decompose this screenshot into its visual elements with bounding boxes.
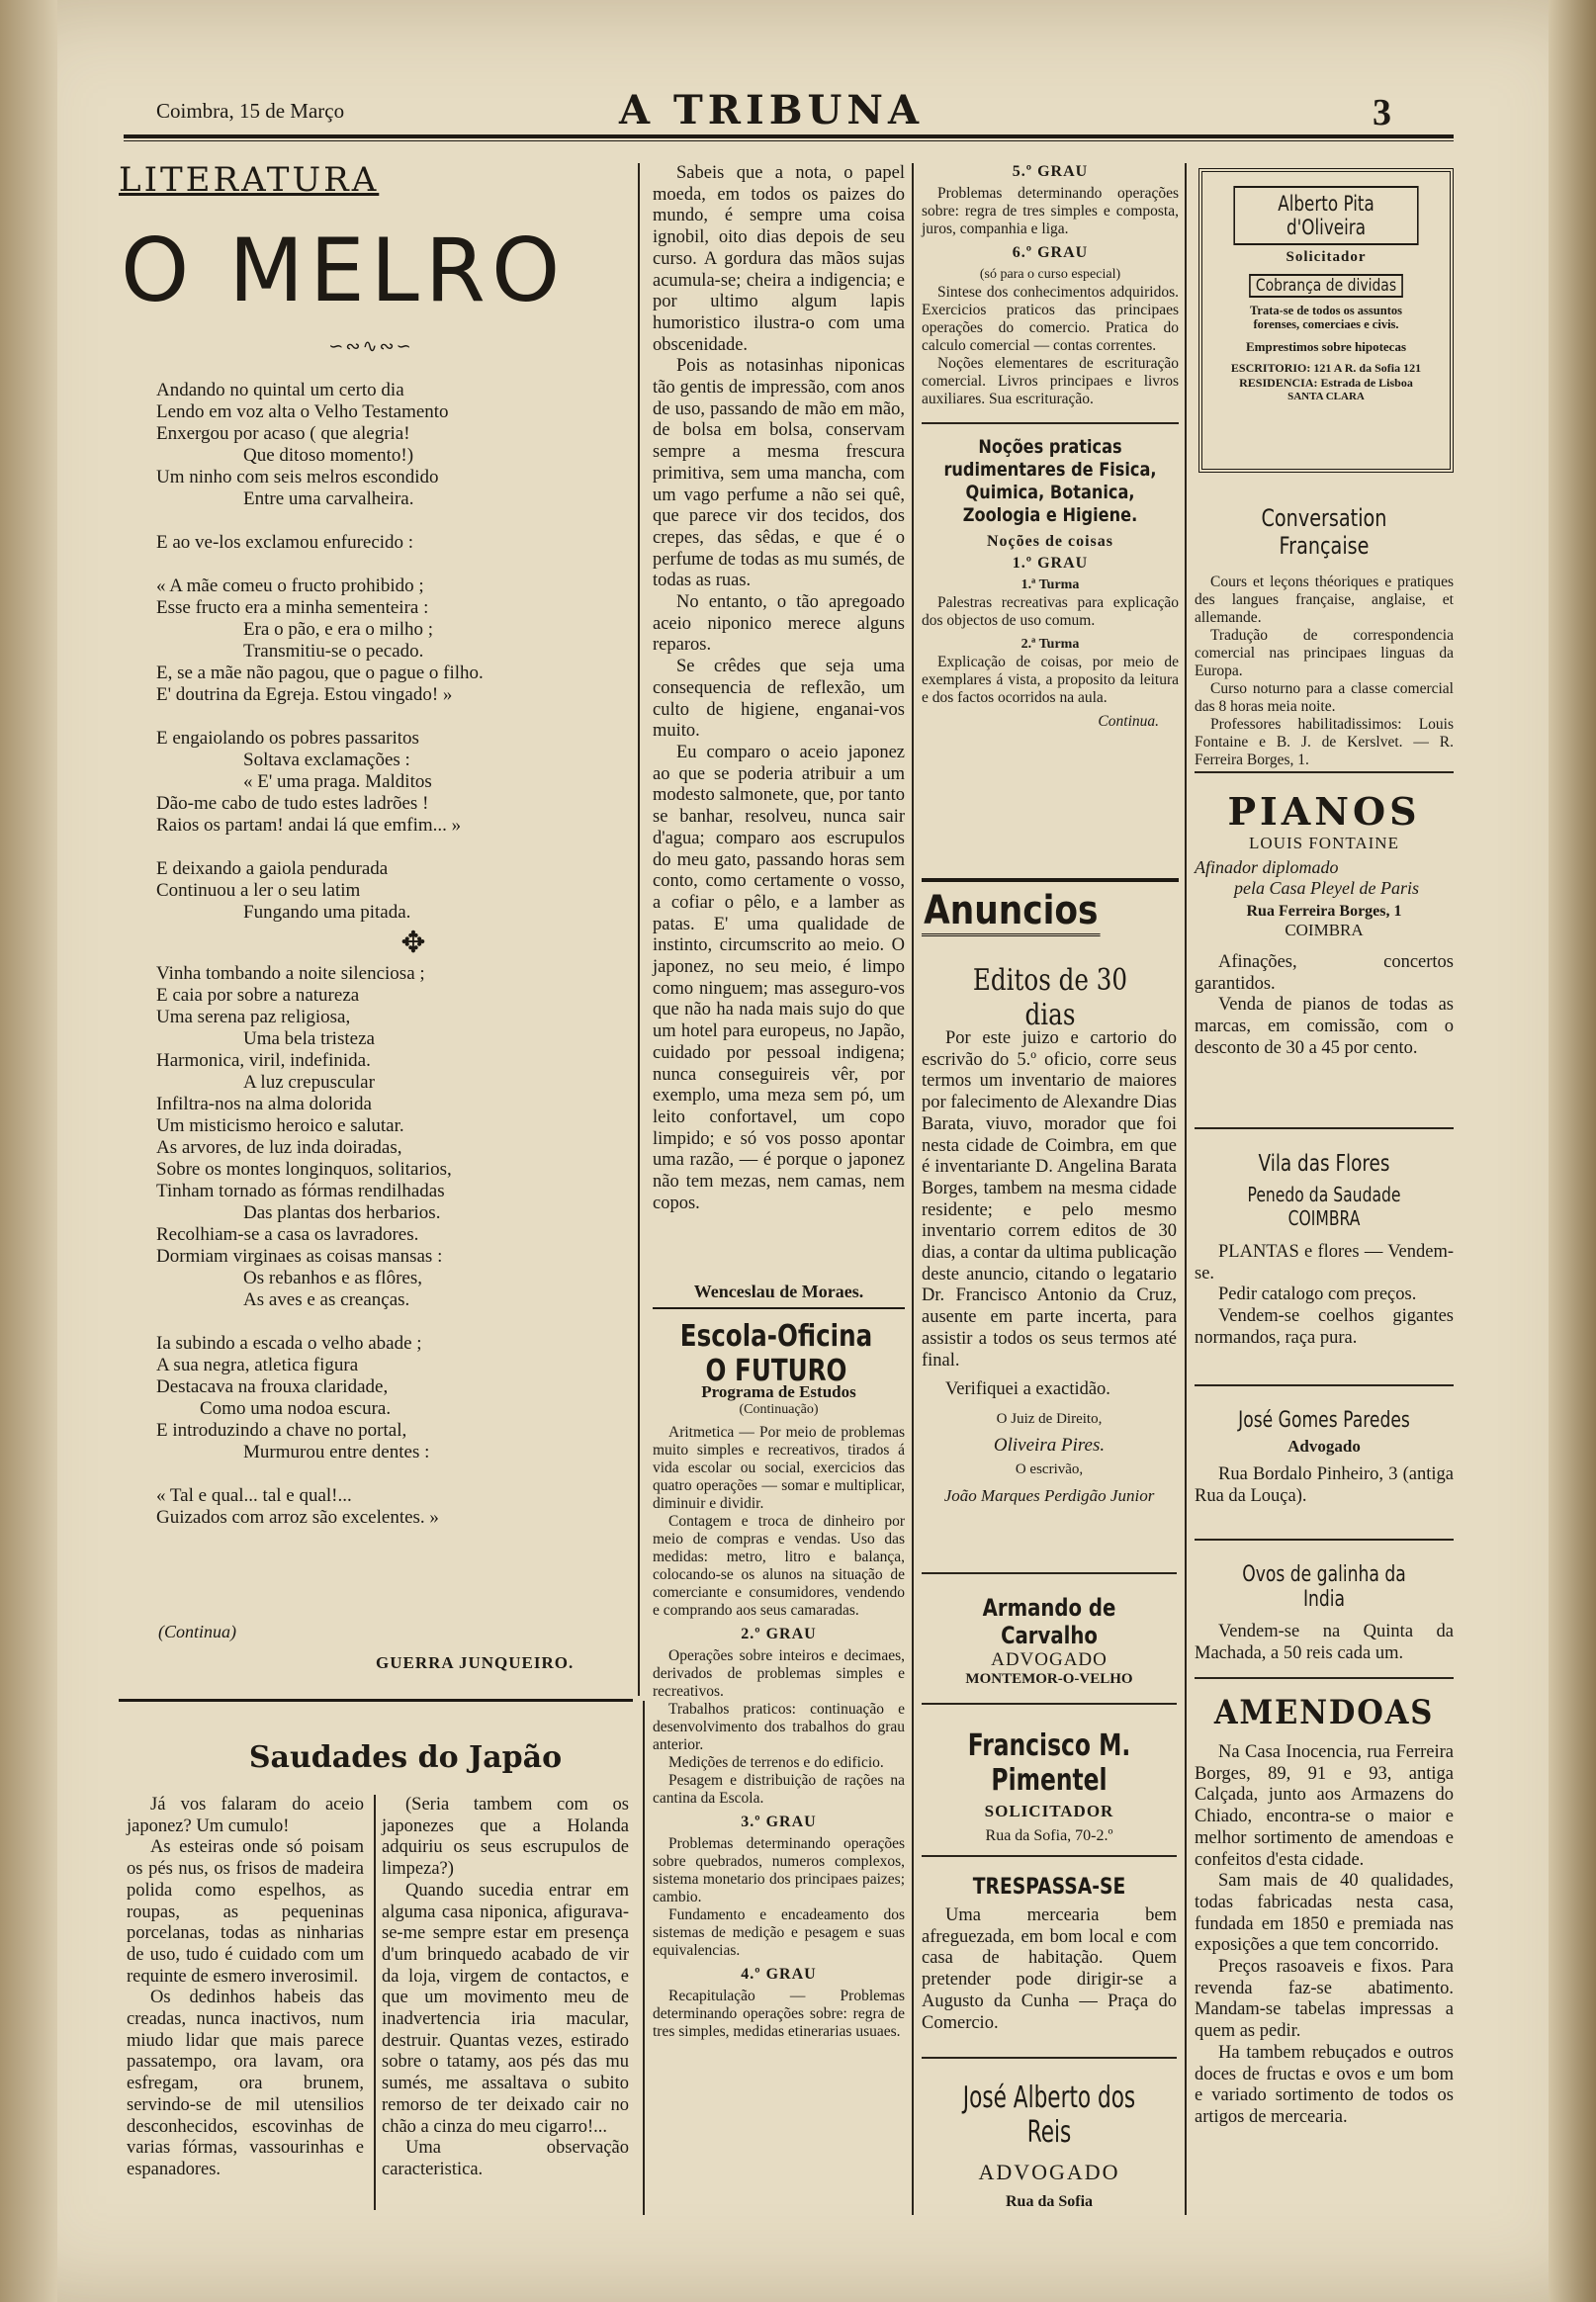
grau-heading: 2.º GRAU: [741, 1626, 817, 1642]
poem-line: Um misticismo heroico e salutar.: [156, 1115, 404, 1136]
ad-role: ADVOGADO: [978, 2160, 1120, 2184]
paragraph: Cours et leçons théoriques e pratiques des langues française, anglaise, et allemande.: [1195, 574, 1454, 626]
anuncios-heading: Anuncios: [922, 888, 1101, 936]
paragraph: Aritmetica — Por meio de problemas muito simples e recreativos, tirados á vida escolar ou social, exercicios das quatro operações — somar e multiplicar, diminuir e dividir.: [653, 1424, 905, 1512]
cross-ornament-icon: ✥: [400, 927, 426, 959]
paragraph: Medições de terrenos e do edificio.: [668, 1754, 884, 1771]
juiz-name: Oliveira Pires.: [993, 1434, 1106, 1456]
juiz-label: O Juiz de Direito,: [996, 1410, 1103, 1427]
poem-line: Dão-me cabo de tudo estes ladrões !: [156, 793, 429, 814]
ornament-divider: ∽∾∿∾∽: [328, 336, 413, 356]
nocoes-title: Noções praticas rudimentares de Fisica, Quimica, Botanica, Zoologia e Higiene.: [943, 436, 1157, 526]
poem-line: Continuou a ler o seu latim: [156, 880, 361, 901]
poem-line: « A mãe comeu o fructo prohibido ;: [156, 576, 424, 596]
poem-line: Fungando uma pitada.: [243, 902, 411, 923]
grau-heading: 6.º GRAU: [1012, 244, 1089, 261]
ad-text: [922, 1905, 1177, 2034]
paragraph: No entanto, o tão apregoado aceio niponico merece alguns reparos.: [653, 592, 905, 656]
paragraph: Palestras recreativas para explicação dos objectos de uso comum.: [922, 594, 1179, 629]
paragraph: Sintese dos conhecimentos adquiridos. Exercicios praticos das principaes operações do comercio. Pratica do calculo comercial — contas correntes.: [922, 284, 1179, 354]
ad-address: Rua da Sofia, 70-2.º: [985, 1827, 1113, 1844]
paragraph: (Seria tambem com os japonezes que a Holanda adquiriu os seus escrupulos de limpeza?): [382, 1795, 629, 1880]
escola-program: [653, 1382, 905, 2041]
paragraph: Quando sucedia entrar em alguma casa niponica, afigurava-se-me sempre estar em presença d'um brinquedo acabado de vir da loja, virgem de contactos, e que um movimento meu de inadvertencia iria macular, destruir. Quantas vezes, estirado sobre o tatamy, aos pés das mu sumés, me assaltava o subito remorso de ter deixado cair no chão a cinza do meu cigarro!...: [382, 1880, 629, 2137]
continua-note: (Continua): [158, 1622, 236, 1641]
rule: [1195, 771, 1454, 773]
paragraph: Trabalhos praticos: continuação e desenvolvimento dos trabalhos do grau anterior.: [653, 1701, 905, 1753]
ad-role: Solicitador: [1286, 249, 1367, 265]
paragraph: Venda de pianos de todas as marcas, em comissão, com o desconto de 30 a 45 por cento.: [1195, 995, 1454, 1058]
ad-text: [1195, 1242, 1454, 1350]
poem-line: Os rebanhos e as flôres,: [243, 1268, 422, 1288]
poem-line: Lendo em voz alta o Velho Testamento: [156, 401, 449, 422]
ad-role: Advogado: [1287, 1437, 1361, 1456]
paragraph: Curso noturno para a classe comercial das 8 horas meia noite.: [1195, 680, 1454, 715]
ad-pianos: [1195, 789, 1454, 1060]
ad-place: SANTA CLARA: [1287, 391, 1365, 402]
ad-text: [1195, 1464, 1454, 1507]
ad-subtitle: Cobrança de dividas: [1249, 274, 1403, 298]
ad-text: Afinador diplomado: [1195, 857, 1339, 877]
paragraph: Ha tambem rebuçados e outros doces de fructas e ovos e um bom e variado sortimento de todos os artigos de mercearia.: [1195, 2042, 1454, 2127]
ad-city: COIMBRA: [1285, 921, 1364, 939]
ad-place: MONTEMOR-O-VELHO: [965, 1671, 1133, 1687]
ad-name: José Alberto dos Reis: [962, 2081, 1136, 2150]
ad-name: LOUIS FONTAINE: [1249, 834, 1399, 852]
article-signature: Wenceslau de Moraes.: [693, 1282, 864, 1301]
poem-line: Enxergou por acaso ( que alegria!: [156, 423, 410, 444]
ad-reis: [922, 2081, 1177, 2211]
poem-line: Um ninho com seis melros escondido: [156, 467, 439, 487]
column-rule-1b: [643, 1701, 645, 2215]
ad-text: [1195, 1622, 1454, 1664]
ad-vila-flores: [1195, 1151, 1454, 1350]
rule: [1195, 1677, 1454, 1679]
poem-line: E ao ve-los exclamou enfurecido :: [156, 532, 414, 553]
ad-role: ADVOGADO: [991, 1649, 1108, 1670]
paragraph: Os dedinhos habeis das creadas, nunca inactivos, num miudo lidar que mais parece passatempo, ora lavam, ora esfregam, ora brunem, servindo-se de mil utensilios desconhecidos, escovinhas de varias fórmas, vassourinhas e espanadores.: [127, 1988, 364, 2179]
paragraph: Problemas determinando operações sobre: regra de tres simples e composta, juros, companhia e liga.: [922, 185, 1179, 237]
ad-armando: [922, 1594, 1177, 1688]
paragraph: Vendem-se coelhos gigantes normandos, raça pura.: [1195, 1306, 1454, 1348]
program-text: [653, 1424, 905, 2041]
ad-title: Conversation Française: [1261, 504, 1387, 560]
ad-title: AMENDOAS: [1213, 1693, 1435, 1732]
poem-line: Andando no quintal um certo dia: [156, 380, 404, 400]
poem-title: O MELRO: [121, 220, 567, 321]
saudades-column-a: [127, 1795, 364, 2181]
poem-line: Destacava na frouxa claridade,: [156, 1376, 389, 1397]
poem-line: Ia subindo a escada o velho abade ;: [156, 1333, 422, 1354]
stanza-4: [156, 858, 611, 924]
poem-line: Entre uma carvalheira.: [243, 488, 414, 509]
paragraph: Sabeis que a nota, o papel moeda, em todos os paizes do mundo, é sempre uma coisa ignobil, oito dias depois de seu curso. A gordura das mãos sujas acumula-se; cheira a indigencia; e por ultimo algum lapis humoristico ilustra-o com uma obscenidade.: [653, 163, 905, 355]
grau-note: (só para o curso especial): [979, 267, 1121, 282]
paragraph: Pesagem e distribuição de rações na cantina da Escola.: [653, 1772, 905, 1807]
paragraph: Recapitulação — Problemas determinando operações sobre: regra de tres simples, medidas etinerarias usuaes.: [653, 1988, 905, 2040]
poem-line: Que ditoso momento!): [243, 445, 414, 466]
poem-line: Harmonica, viril, indefinida.: [156, 1050, 371, 1071]
continua-note: Continua.: [1098, 713, 1159, 730]
poem-line: Transmitiu-se o pecado.: [243, 641, 424, 662]
ad-name: Alberto Pita d'Oliveira: [1233, 186, 1418, 245]
saudades-column-c: [653, 163, 905, 1214]
poem-line: « Tal e qual... tal e qual!...: [156, 1485, 352, 1506]
poem-line: A luz crepuscular: [243, 1072, 375, 1093]
column-rule-3: [1185, 163, 1187, 2215]
poem-line: « E' uma praga. Malditos: [243, 771, 432, 792]
author-signature: GUERRA JUNQUEIRO.: [376, 1653, 575, 1672]
paragraph: Sam mais de 40 qualidades, todas fabricadas nesta casa, fundada em 1850 e premiada nas exposições a que tem concorrido.: [1195, 1871, 1454, 1956]
section-heading-literatura: LITERATURA: [119, 160, 380, 200]
paragraph: Uma observação caracteristica.: [382, 2138, 629, 2179]
paragraph: Explicação de coisas, por meio de exemplares á vista, a proposito da leitura e dos factos ocorridos na aula.: [922, 654, 1179, 706]
column-rule-2: [912, 163, 914, 2215]
rule: [1195, 1127, 1454, 1129]
poem-line: E, se a mãe não pagou, que o pague o filho.: [156, 663, 484, 683]
paragraph: Preços rasoaveis e fixos. Para revenda faz-se abatimento. Mandam-se tabelas impressas a quem as pedir.: [1195, 1957, 1454, 2042]
poem-line: Raios os partam! andai lá que emfim... »: [156, 815, 462, 836]
article-title-saudades: Saudades do Japão: [248, 1740, 563, 1775]
section-rule: [653, 1307, 905, 1309]
ad-conversation: [1195, 504, 1454, 769]
poem-line: Vinha tombando a noite silenciosa ;: [156, 963, 425, 984]
poem-line: As arvores, de luz inda doiradas,: [156, 1137, 402, 1158]
poem-line: Infiltra-nos na alma dolorida: [156, 1094, 372, 1114]
poem-line: Soltava exclamações :: [243, 750, 410, 770]
saudades-column-b: [382, 1795, 629, 2181]
stanza-5: [156, 963, 611, 1311]
poem-line: E introduzindo a chave no portal,: [156, 1420, 407, 1441]
rule: [922, 2057, 1177, 2059]
paragraph: Professores habilitadissimos: Louis Fontaine e B. J. de Kerslvet. — R. Ferreira Borges, 1.: [1195, 716, 1454, 768]
stanza-6: [156, 1333, 611, 1463]
header-date: Coimbra, 15 de Março: [156, 99, 345, 123]
ad-pita-box: [1198, 168, 1454, 473]
poem-line: E deixando a gaiola pendurada: [156, 858, 389, 879]
paragraph: Se crêdes que seja uma consequencia de reflexão, um culto de higiene, enganai-vos muito.: [653, 657, 905, 742]
ad-ovos: [1195, 1562, 1454, 1664]
paragraph: Vendem-se na Quinta da Machada, a 50 reis cada um.: [1195, 1622, 1454, 1663]
page-edge-right: [1549, 0, 1596, 2302]
ad-pimentel: [922, 1728, 1177, 1845]
rule: [922, 422, 1179, 424]
poem-line: Era o pão, e era o milho ;: [243, 619, 434, 640]
poem-line: E caia por sobre a natureza: [156, 985, 360, 1006]
paragraph: Contagem e troca de dinheiro por meio de compras e vendas. Uso das medidas: metro, litro e balança, colocando-se os alunos na situação de comerciante e consumidores, vendendo e comprando aos seus camaradas.: [653, 1513, 905, 1619]
poem-body: [156, 380, 611, 1529]
section-rule: [119, 1699, 633, 1702]
poem-line: Uma bela tristeza: [243, 1028, 375, 1049]
poem-line: E engaiolando os pobres passaritos: [156, 728, 419, 749]
ad-text: Trata-se de todos os assuntos forenses, comerciaes e civis.: [1250, 304, 1402, 331]
ad-name: Francisco M. Pimentel: [967, 1728, 1131, 1798]
ad-text: [1195, 952, 1454, 1060]
escrivao-label: O escrivão,: [1015, 1461, 1084, 1478]
poem-line: Dormiam virginaes as coisas mansas :: [156, 1246, 443, 1267]
ad-name: Armando de Carvalho: [982, 1594, 1116, 1649]
paragraph: As esteiras onde só poisam os pés nus, os frisos de madeira polida como espelhos, as roupas, as pequeninas porcelanas, todas as ninharias de uso, tudo é cuidado com um requinte de esmero inverosimil.: [127, 1837, 364, 1987]
turma-heading: 2.ª Turma: [1020, 637, 1080, 652]
poem-line: Tinham tornado as fórmas rendilhadas: [156, 1181, 445, 1201]
nocoes-subheading: Noções de coisas: [987, 533, 1113, 550]
ad-paredes: [1195, 1408, 1454, 1507]
paragraph: Fundamento e encadeamento dos sistemas de medição e pesagem e suas equivalencias.: [653, 1906, 905, 1959]
ad-text: [1195, 1742, 1454, 2129]
paragraph: Pedir catalogo com preços.: [1218, 1284, 1417, 1305]
ad-address: Rua Ferreira Borges, 1: [1246, 903, 1402, 920]
paragraph: Afinações, concertos garantidos.: [1195, 952, 1454, 994]
paragraph: Pois as notasinhas niponicas tão gentis de impressão, com anos de uso, passando de mão em mão, de bolsa em bolsa, conservam sempre a mesma frescura primitiva, sem uma mancha, com um vago perfume a não sei quê, que parece vir dos tecidos, dos crepes, das sêdas, e que é o perfume de todas as mu sumés, de todas as ruas.: [653, 356, 905, 591]
poem-line: E' doutrina da Egreja. Estou vingado! »: [156, 684, 453, 705]
grau-heading: 4.º GRAU: [741, 1966, 817, 1983]
stanza-7: [156, 1485, 611, 1529]
section-rule: [922, 878, 1179, 882]
rule: [922, 1572, 1177, 1574]
ad-title: PIANOS: [1227, 789, 1421, 834]
header-rule: [124, 134, 1454, 138]
poem-line: Murmurou entre dentes :: [243, 1442, 430, 1462]
paragraph: Operações sobre inteiros e decimaes, derivados de problemas simples e recreativos.: [653, 1647, 905, 1700]
ad-residence: RESIDENCIA: Estrada de Lisboa: [1239, 376, 1413, 390]
paragraph: Noções elementares de escrituração comercial. Livros principaes e livros auxiliares. Sua escrituração.: [922, 355, 1179, 407]
program-heading: Programa de Estudos: [701, 1382, 856, 1401]
paragraph: Na Casa Inocencia, rua Ferreira Borges, 89, 91 e 93, antiga Calçada, junto aos Armazens do Chiado, encontra-se o maior e melhor sortimento de amendoas e confeitos d'esta cidade.: [1195, 1742, 1454, 1870]
masthead-title: A TRIBUNA: [619, 87, 924, 133]
poem-line: Sobre os montes longinquos, solitarios,: [156, 1159, 452, 1180]
paragraph: Já vos falaram do aceio japonez? Um cumulo!: [127, 1795, 364, 1836]
poem-line: As aves e as creanças.: [243, 1289, 410, 1310]
header-rule-thin: [124, 140, 1454, 141]
paragraph: Eu comparo o aceio japonez ao que se poderia atribuir a um modesto salmonete, que, por tanto se banhar, resolveu, nunca sair d'agua; comparo aos escrupulos do meu gato, passando horas sem conto, como certamente o vosso, a cofiar o pêlo, e a lamber as patas. E' uma qualidade de instinto, circumscrito ao meio. O japonez, no seu meio, é limpo como ninguem; mas asseguro-vos que não ha nada mais sujo do que um hotel para europeus, no Japão, cuidado por pessoal indigena; nunca conseguireis vêr, por exemplo, uma meza sem pó, um leito confortavel, um copo limpido; e só vos posso apontar uma razão, — é porque o japonez não tem mezas, nem camas, nem copos.: [653, 742, 905, 1213]
rule: [922, 1855, 1177, 1857]
rule: [1195, 1384, 1454, 1386]
paragraph: PLANTAS e flores — Vendem-se.: [1195, 1242, 1454, 1284]
poem-line: A sua negra, atletica figura: [156, 1355, 359, 1375]
grau-heading: 1.º GRAU: [1012, 555, 1089, 572]
poem-line: Uma serena paz religiosa,: [156, 1007, 351, 1027]
paragraph: Uma mercearia bem afreguezada, em bom local e com casa de habitação. Quem pretender pode dirigir-se a Augusto da Cunha — Praça do Comercio.: [922, 1905, 1177, 2033]
ad-name: José Gomes Paredes: [1238, 1408, 1410, 1433]
rule: [1195, 1539, 1454, 1541]
stanza-2: [156, 576, 611, 706]
ad-role: SOLICITADOR: [984, 1802, 1114, 1820]
poem-line: Das plantas dos herbarios.: [243, 1202, 441, 1223]
stanza-3: [156, 728, 611, 837]
ad-office: ESCRITORIO: 121 A R. da Sofia 121: [1230, 361, 1422, 375]
escola-title: Escola-Oficina O FUTURO: [679, 1319, 873, 1388]
grau-heading: 5.º GRAU: [1012, 163, 1089, 180]
ad-title: TRESPASSA-SE: [972, 1875, 1126, 1900]
paragraph: Problemas determinando operações sobre quebrados, numeros complexos, sistema monetario dos principaes paizes; cambio.: [653, 1835, 905, 1905]
paragraph: Verifiquei a exactidão.: [945, 1379, 1110, 1400]
ad-title: Ovos de galinha da India: [1242, 1562, 1406, 1612]
ad-trespassa: [922, 1875, 1177, 2034]
page-number: 3: [1373, 92, 1391, 133]
ad-subtitle: Penedo da Saudade COIMBRA: [1247, 1183, 1401, 1230]
escrivao-name: João Marques Perdigão Junior: [943, 1486, 1155, 1506]
rule: [922, 1703, 1177, 1705]
ad-text: pela Casa Pleyel de Paris: [1234, 878, 1419, 898]
ad-title: Vila das Flores: [1258, 1151, 1390, 1177]
page-edge-left: [0, 0, 57, 2302]
poem-line: Recolhiam-se a casa os lavradores.: [156, 1224, 419, 1245]
column-rule-saudades: [374, 1795, 376, 2210]
poem-line: Guizados com arroz são excelentes. »: [156, 1507, 439, 1528]
stanza-1: [156, 380, 611, 510]
paragraph: Rua Bordalo Pinheiro, 3 (antiga Rua da Louça).: [1195, 1464, 1454, 1506]
escola-program-continued: [922, 163, 1179, 731]
paragraph: Tradução de correspondencia comercial nas principaes linguas da Europa.: [1195, 627, 1454, 679]
grau-heading: 3.º GRAU: [741, 1814, 817, 1830]
program-subheading: (Continuação): [739, 1402, 819, 1417]
turma-heading: 1.ª Turma: [1020, 577, 1080, 592]
editos-title: Editos de 30 dias: [972, 963, 1128, 1032]
ad-text: Emprestimos sobre hipotecas: [1245, 339, 1407, 354]
column-rule-1: [638, 163, 640, 1696]
paragraph: Por este juizo e cartorio do escrivão do 5.º oficio, corre seus termos um inventario de maiores por falecimento de Alexandre Dias Barata, viuvo, morador que foi nesta cidade de Coimbra, em que é inventariante D. Angelina Barata Borges, tambem na mesma cidade residente; e pelo mesmo inventario correm editos de 30 dias, a contar da ultima publicação deste anuncio, citando o legatario Dr. Francisco Antonio da Cruz, ausente em parte incerta, para assistir a todos os seus termos até final.: [922, 1028, 1177, 1371]
ad-amendoas: [1195, 1693, 1454, 2129]
poem-line: Como uma nodoa escura.: [200, 1398, 392, 1419]
poem-line: Esse fructo era a minha sementeira :: [156, 597, 429, 618]
editos-notice: [922, 1028, 1177, 1507]
ad-text: [1195, 574, 1454, 769]
ad-address: Rua da Sofia: [1005, 2193, 1094, 2210]
